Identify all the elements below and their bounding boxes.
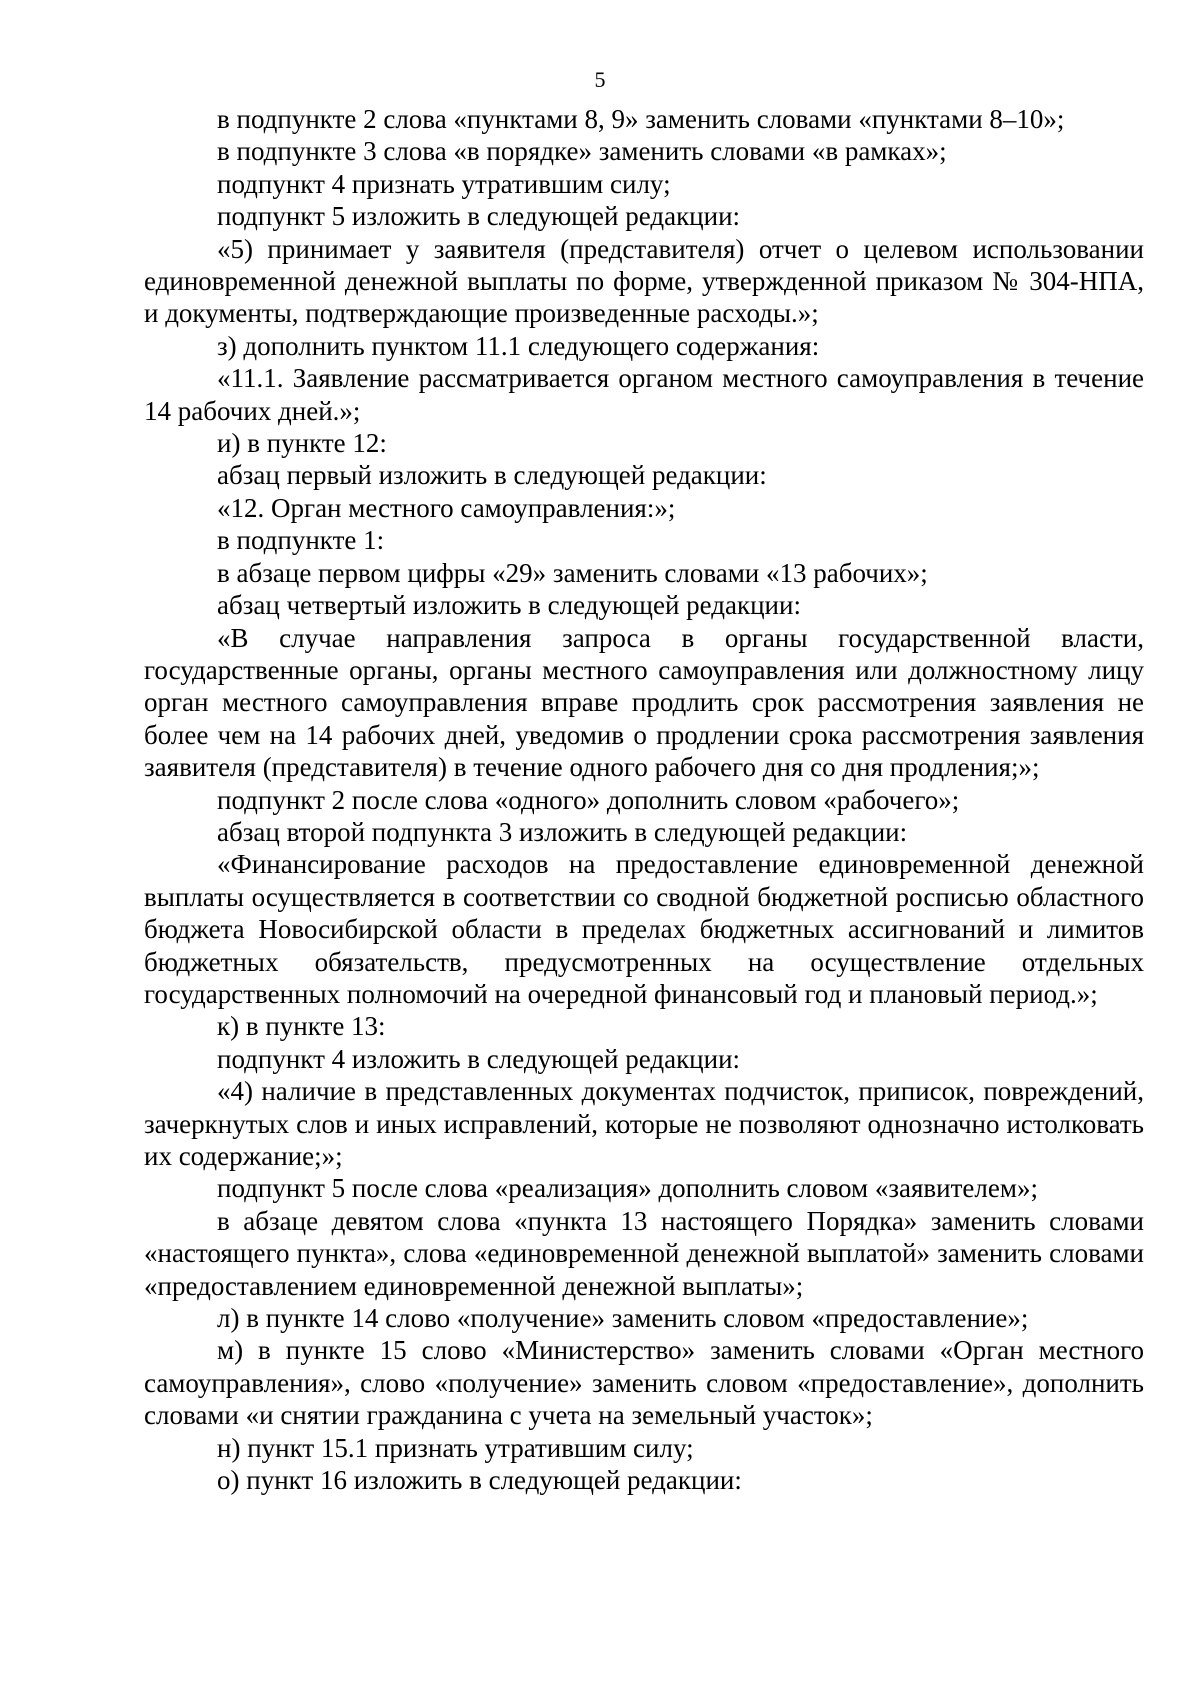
paragraph: и) в пункте 12: xyxy=(217,428,387,459)
paragraph: подпункт 5 после слова «реализация» дополнить словом «заявителем»; xyxy=(217,1173,1038,1204)
paragraph: л) в пункте 14 слово «получение» заменить словом «предоставление»; xyxy=(217,1303,1029,1334)
paragraph: подпункт 4 признать утратившим силу; xyxy=(217,168,671,199)
paragraph: о) пункт 16 изложить в следующей редакции: xyxy=(217,1465,742,1496)
paragraph: подпункт 4 изложить в следующей редакции: xyxy=(217,1043,741,1074)
paragraph: в абзаце девятом слова «пункта 13 настоящего Порядка» заменить словами «настоящего пункта», слова «единовременной денежной выплатой» заменить словами «предоставлением единовременной денежной выплаты»; xyxy=(144,1205,1144,1301)
paragraph: подпункт 5 изложить в следующей редакции: xyxy=(217,201,741,232)
paragraph: «4) наличие в представленных документах подчисток, приписок, повреждений, зачеркнутых слов и иных исправлений, которые не позволяют однозначно истолковать их содержание;»; xyxy=(144,1076,1144,1171)
paragraph: в подпункте 3 слова «в порядке» заменить словами «в рамках»; xyxy=(217,136,947,167)
paragraph: в абзаце первом цифры «29» заменить словами «13 рабочих»; xyxy=(217,557,928,588)
paragraph: к) в пункте 13: xyxy=(217,1011,386,1042)
document-body xyxy=(144,103,1144,1496)
paragraph: в подпункте 1: xyxy=(217,525,385,556)
paragraph: в подпункте 2 слова «пунктами 8, 9» заменить словами «пунктами 8–10»; xyxy=(217,104,1065,134)
paragraph: абзац второй подпункта 3 изложить в следующей редакции: xyxy=(217,816,908,847)
paragraph: «В случае направления запроса в органы государственной власти, государственные органы, органы местного самоуправления или должностному лицу орган местного самоуправления вправе продлить срок рассмотрения заявления не более чем на 14 рабочих дней, уведомив о продлении срока рассмотрения заявления заявителя (представителя) в течение одного рабочего дня со дня продления;»; xyxy=(144,622,1144,783)
paragraph: подпункт 2 после слова «одного» дополнить словом «рабочего»; xyxy=(217,784,960,815)
paragraph: «11.1. Заявление рассматривается органом местного самоуправления в течение 14 рабочих дней.»; xyxy=(144,363,1144,426)
paragraph: м) в пункте 15 слово «Министерство» заменить словами «Орган местного самоуправления», слово «получение» заменить словом «предоставление», дополнить словами «и снятии гражданина с учета на земельный участок»; xyxy=(144,1335,1144,1431)
paragraph: з) дополнить пунктом 11.1 следующего содержания: xyxy=(217,330,820,361)
paragraph: «Финансирование расходов на предоставление единовременной денежной выплаты осуществляется в соответствии со сводной бюджетной росписью областного бюджета Новосибирской области в пределах бюджетных ассигнований и лимитов бюджетных обязательств, предусмотренных на осуществление отдельных государственных полномочий на очередной финансовый год и плановый период.»; xyxy=(144,849,1144,1009)
page-number: 5 xyxy=(594,67,606,92)
paragraph: «12. Орган местного самоуправления:»; xyxy=(217,492,676,523)
paragraph: абзац четвертый изложить в следующей редакции: xyxy=(217,590,801,621)
paragraph: абзац первый изложить в следующей редакции: xyxy=(217,460,767,491)
paragraph: н) пункт 15.1 признать утратившим силу; xyxy=(217,1432,694,1463)
paragraph: «5) принимает у заявителя (представителя) отчет о целевом использовании единовременной денежной выплаты по форме, утвержденной приказом № 304-НПА, и документы, подтверждающие произведенные расходы.»; xyxy=(144,233,1144,329)
